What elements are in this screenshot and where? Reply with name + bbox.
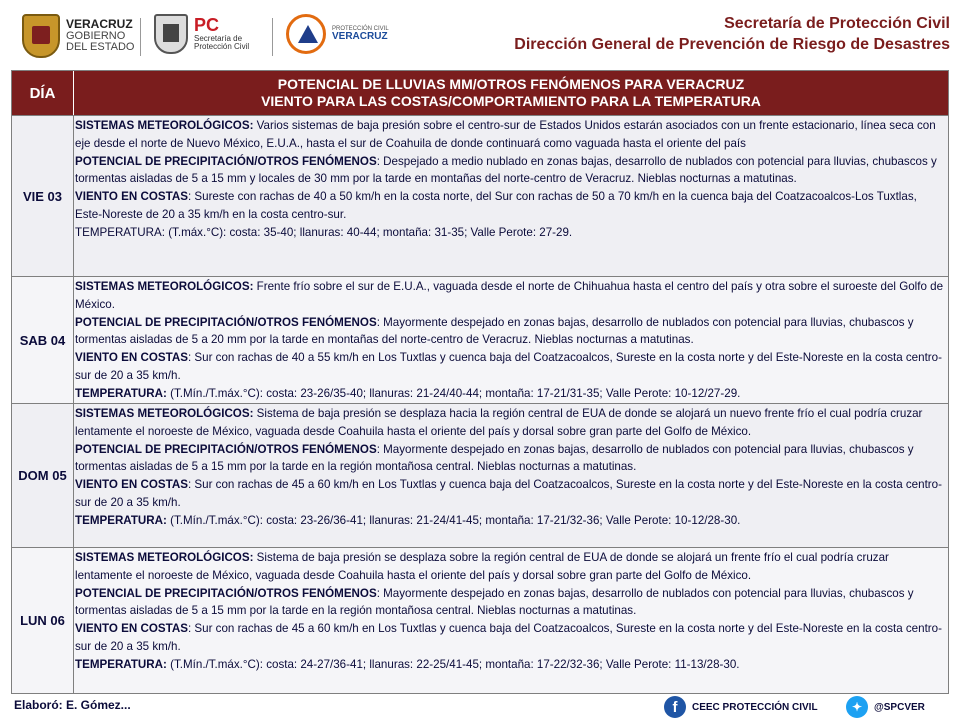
precip-label: POTENCIAL DE PRECIPITACIÓN/OTROS FENÓMENOS — [75, 315, 377, 329]
pc-logo-line1: Secretaría de — [194, 34, 243, 44]
pcv-logo — [286, 14, 389, 54]
forecast-table — [11, 70, 949, 694]
precip-text: : Despejado a medio nublado en zonas bajas, desarrollo de nublados con potencial para lluvias, chubascos y tormentas aisladas de 5 a 15 mm y locales de 30 mm por la tarde en montañas del norte-centro de Veracruz. Nieblas nocturnas a matutinas. — [75, 154, 937, 186]
page-header — [0, 0, 960, 68]
veracruz-shield-icon — [22, 14, 60, 58]
pcv-logo-big: VERACRUZ — [332, 30, 388, 42]
veracruz-logo — [22, 14, 134, 58]
forecast-cell — [74, 277, 948, 403]
page-title: Secretaría de Protección Civil — [724, 15, 950, 32]
systems-label: SISTEMAS METEOROLÓGICOS: — [75, 551, 254, 564]
temp-label: TEMPERATURA: — [75, 657, 167, 671]
facebook-link[interactable] — [664, 696, 818, 718]
temp-text: (T.Mín./T.máx.°C): costa: 23-26/36-41; llanuras: 21-24/41-45; montaña: 17-21/32-36; Valle Perote: 10-12/28-30. — [166, 513, 741, 527]
header-titles — [514, 14, 950, 56]
twitter-link[interactable] — [846, 696, 925, 718]
wind-text: : Sur con rachas de 40 a 55 km/h en Los Tuxtlas y cuenca baja del Coatzacoalcos, Sureste en la costa norte y del Este-Noreste en la costa centro-sur de 20 a 35 km/h. — [75, 351, 942, 382]
systems-text: Frente frío sobre el sur de E.U.A., vaguada desde el norte de Chihuahua hasta el centro del país y otra sobre el suroeste del Golfo de México. — [75, 280, 944, 311]
precip-label: POTENCIAL DE PRECIPITACIÓN/OTROS FENÓMENOS — [75, 442, 377, 456]
temp-label: TEMPERATURA: — [75, 513, 167, 527]
table-row — [12, 547, 948, 693]
systems-text: Sistema de baja presión se desplaza hacia la región central de EUA de donde se alojará un nuevo frente frío el cual podría cruzar lentamente el noroeste de México, vaguada desde Coahuila hasta el oriente del país y dorsal sobre gran parte del Golfo de México. — [75, 407, 923, 438]
table-row — [12, 276, 948, 403]
table-row — [12, 403, 948, 547]
systems-label: SISTEMAS METEOROLÓGICOS: — [75, 119, 254, 132]
wind-label: VIENTO EN COSTAS — [75, 478, 188, 492]
temp-text: (T.máx.°C): costa: 35-40; llanuras: 40-44; montaña: 31-35; Valle Perote: 27-29. — [164, 225, 573, 239]
col-header-main — [74, 71, 948, 115]
pc-logo-big: PC — [194, 15, 220, 36]
col-header-main-line2: VIENTO PARA LAS COSTAS/COMPORTAMIENTO PARA LA TEMPERATURA — [261, 93, 761, 109]
forecast-cell — [74, 404, 948, 547]
systems-label: SISTEMAS METEOROLÓGICOS: — [75, 280, 254, 293]
facebook-label: CEEC PROTECCIÓN CIVIL — [692, 701, 818, 713]
temp-text: (T.Mín./T.máx.°C): costa: 23-26/35-40; llanuras: 21-24/40-44; montaña: 17-21/31-35; Valle Perote: 10-12/27-29. — [166, 386, 741, 400]
table-header — [12, 71, 948, 115]
pc-logo-line2: Protección Civil — [194, 42, 250, 52]
wind-text: : Sur con rachas de 45 a 60 km/h en Los Tuxtlas y cuenca baja del Coatzacoalcos, Sureste en la costa norte y del Este-Noreste en la costa centro-sur de 20 a 35 km/h. — [75, 622, 942, 653]
day-cell: VIE 03 — [12, 116, 74, 276]
forecast-cell — [74, 116, 948, 276]
wind-label: VIENTO EN COSTAS — [75, 622, 188, 636]
logo-divider — [272, 18, 273, 56]
day-cell: LUN 06 — [12, 548, 74, 693]
day-cell: SAB 04 — [12, 277, 74, 403]
systems-text: Varios sistemas de baja presión sobre el centro-sur de Estados Unidos estarán asociados con un frente estacionario, línea seca con eje desde el norte de Nuevo México, E.U.A., hasta el sur de Coahuila de donde continuará como vaguada hasta el oriente del país — [75, 119, 936, 150]
pcv-logo-small: PROTECCIÓN CIVIL — [332, 25, 389, 32]
wind-label: VIENTO EN COSTAS — [75, 190, 188, 204]
precip-text: : Mayormente despejado en zonas bajas, desarrollo de nublados con potencial para lluvias, chubascos y tormentas aisladas de 5 a 15 mm por la tarde en la región montañosa central. Nieblas nocturnas a matutinas. — [75, 586, 914, 618]
temp-label: TEMPERATURA: — [75, 225, 165, 239]
temp-text: (T.Mín./T.máx.°C): costa: 24-27/36-41; llanuras: 22-25/41-45; montaña: 17-22/32-36; Valle Perote: 11-13/28-30. — [166, 657, 740, 671]
pc-shield-icon — [154, 14, 188, 54]
systems-label: SISTEMAS METEOROLÓGICOS: — [75, 407, 254, 420]
twitter-label: @SPCVER — [874, 701, 925, 713]
wind-text: : Sureste con rachas de 40 a 50 km/h en la costa norte, del Sur con rachas de 50 a 70 km/h en la cuenca baja del Coatzacoalcos-Los Tuxtlas, Este-Noreste de 20 a 35 km/h en la costa centro-sur. — [75, 190, 917, 221]
col-header-day: DÍA — [12, 71, 74, 115]
veracruz-logo-line2: GOBIERNO — [66, 29, 126, 42]
author-credit: Elaboró: E. Gómez... — [14, 698, 131, 712]
precip-text: : Mayormente despejado en zonas bajas, desarrollo de nublados con potencial para lluvias, chubascos y tormentas aisladas de 5 a 15 mm por la tarde en la región montañosa central. Nieblas nocturnas a matutinas. — [75, 442, 914, 474]
forecast-cell — [74, 548, 948, 693]
civil-protection-triangle-icon — [286, 14, 326, 54]
precip-label: POTENCIAL DE PRECIPITACIÓN/OTROS FENÓMENOS — [75, 154, 377, 168]
veracruz-logo-line1: VERACRUZ — [66, 17, 133, 32]
pc-logo — [154, 14, 249, 54]
facebook-icon: f — [664, 696, 686, 718]
veracruz-logo-line3: DEL ESTADO — [66, 41, 135, 54]
precip-text: : Mayormente despejado en zonas bajas, desarrollo de nublados con potencial para lluvias, chubascos y tormentas aisladas de 5 a 20 mm por la tarde en montañas del norte-centro de Veracruz. Nieblas nocturnas a matutinas. — [75, 315, 914, 347]
table-row — [12, 115, 948, 276]
twitter-icon: ✦ — [846, 696, 868, 718]
wind-text: : Sur con rachas de 45 a 60 km/h en Los Tuxtlas y cuenca baja del Coatzacoalcos, Sureste en la costa norte y del Este-Noreste en la costa centro-sur de 20 a 35 km/h. — [75, 478, 942, 509]
systems-text: Sistema de baja presión se desplaza sobre la región central de EUA de donde se alojará un frente frío el cual podría cruzar lentamente el noroeste de México, vaguada desde Coahuila hasta el oriente del país y dorsal sobre gran parte del Golfo de México. — [75, 551, 889, 582]
precip-label: POTENCIAL DE PRECIPITACIÓN/OTROS FENÓMENOS — [75, 586, 377, 600]
day-cell: DOM 05 — [12, 404, 74, 547]
logo-divider — [140, 18, 141, 56]
page-subtitle: Dirección General de Prevención de Riesgo de Desastres — [514, 35, 950, 53]
temp-label: TEMPERATURA: — [75, 386, 167, 400]
wind-label: VIENTO EN COSTAS — [75, 351, 188, 365]
col-header-main-line1: POTENCIAL DE LLUVIAS MM/OTROS FENÓMENOS PARA VERACRUZ — [277, 76, 745, 93]
